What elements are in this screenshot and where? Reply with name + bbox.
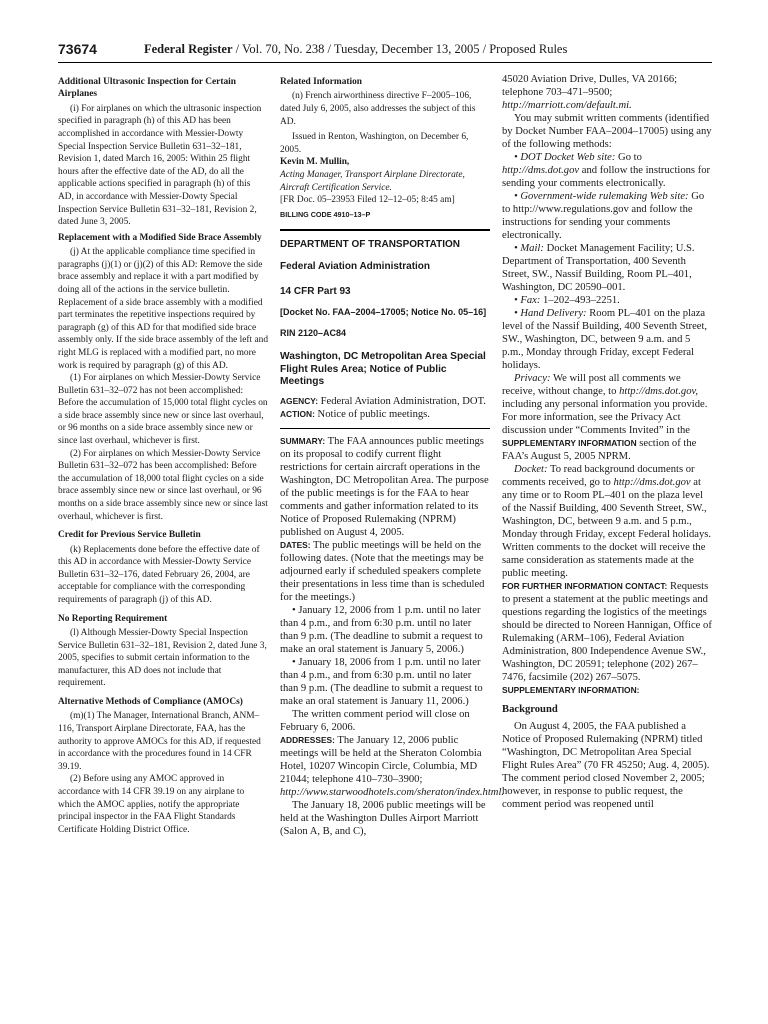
page-header [58,40,712,63]
paragraph-k: (k) Replacements done before the effective date of this AD in accordance with Messier-Dowty Service Bulletin 631–32–176, dated February 26, 2004, are acceptable for compliance with the corresponding requirements of paragraph (j) of this AD. [58,544,260,605]
docket-link[interactable]: http://dms.dot.gov [613,477,691,488]
column-1 [58,73,268,836]
agency-label: AGENCY: [280,395,318,406]
document-title: Washington, DC Metropolitan Area Special Flight Rules Area; Notice of Public Meetings [280,351,486,388]
rin-heading: RIN 2120–AC84 [280,327,347,338]
page-number: 73674 [58,41,97,57]
privacy-text: We will post all comments we receive, without change, to [502,373,681,397]
heading-no-reporting: No Reporting Requirement [58,613,168,624]
heading-ultrasonic: Additional Ultrasonic Inspection for Certain Airplanes [58,77,236,100]
dot-docket-text-2: and follow the instructions for sending your comments electronically. [502,165,711,189]
hand-delivery-text: Room PL–401 on the plaza level of the Nassif Building, 400 Seventh Street, SW., Washington, DC, between 9 a.m. and 5 p.m., Monday through Friday, except Federal holidays. [502,308,708,371]
paragraph-m1: (m)(1) The Manager, International Branch, ANM–116, Transport Airplane Directorate, FAA, has the authority to approve AMOCs for this AD, if requested in accordance with the procedures found in 14 CFR 39.19. [58,711,261,772]
department-heading: DEPARTMENT OF TRANSPORTATION [280,239,460,251]
summary-label: SUMMARY: [280,435,326,446]
section-divider [280,229,490,231]
fr-doc-line: [FR Doc. 05–23953 Filed 12–12–05; 8:45 am] [280,195,455,206]
marriott-link[interactable]: http://marriott.com/default.mi. [502,100,632,111]
paragraph-j1: (1) For airplanes on which Messier-Dowty Service Bulletin 631–32–072 has not been accomplished: Before the accumulation of 15,000 total flight cycles on a side brace assembly since new or since last overhaul, or 96 months on a side brace assembly since new or since last overhaul, whichever is first. [58,373,268,447]
preamble [280,395,505,838]
privacy-text-3: section of the FAA’s August 5, 2005 NPRM. [502,438,697,462]
column-3 [502,73,712,811]
heading-credit: Credit for Previous Service Bulletin [58,530,201,541]
background-text: On August 4, 2005, the FAA published a Notice of Proposed Rulemaking (NPRM) titled “Washington, DC Metropolitan Area Special Flight Rules Area” (70 FR 45250; Aug. 4, 2005). The comment period closed November 2, 2005; however, in response to public request, the comment period was reopened until [502,721,710,810]
dates-label: DATES: [280,539,311,550]
heading-replacement: Replacement with a Modified Side Brace Assembly [58,232,262,243]
further-info-text: Requests to present a statement at the public meetings and questions regarding the logistics of the meetings should be directed to Noreen Hannigan, Office of Rulemaking (ARM–106), Federal Aviation Administration, 800 Independence Avenue SW., Washington, DC 20591; telephone (202) 267–7476, facsimile (202) 267–5075. [502,581,712,683]
hand-delivery-label: • Hand Delivery: [514,308,587,319]
paragraph-l: (l) Although Messier-Dowty Special Inspection Service Bulletin 631–32–181, Revision 2, dated June 3, 2005, specifies to submit certain information to the manufacturer, this AD does not include that requirement. [58,628,267,689]
docket-label: Docket: [514,464,548,475]
background-heading: Background [502,704,558,715]
address-continued: 45020 Aviation Drive, Dulles, VA 20166; telephone 703–471–9500; [502,74,678,98]
running-head [144,42,567,57]
privacy-label: Privacy: [514,373,551,384]
issue-details: / Vol. 70, No. 238 / Tuesday, December 13, 2005 / Proposed Rules [232,42,568,56]
gov-rulemaking-text: Go to [502,191,705,215]
addresses-label: ADDRESSES: [280,734,335,745]
addresses-text: The January 12, 2006 public meetings will be held at the Sheraton Colombia Hotel, 10207 Wincopin Circle, Columbia, MD 21044; telephone 410–730–3900; [280,734,482,785]
dot-docket-link[interactable]: http://dms.dot.gov [502,165,580,176]
comment-period: The written comment period will close on February 6, 2006. [280,708,470,733]
docket-text: To read background documents or comments received, go to [502,464,695,488]
sheraton-link[interactable]: http://www.starwoodhotels.com/sheraton/index.html. [280,786,505,798]
heading-related: Related Information [280,77,363,87]
signer-name: Kevin M. Mullin, [280,157,350,168]
further-info-label: FOR FURTHER INFORMATION CONTACT: [502,581,668,591]
paragraph-j2: (2) For airplanes on which Messier-Dowty Service Bulletin 631–32–072 has been accomplished: Before the accumulation of 18,000 total flight cycles on a side brace assembly since new or since last overhaul, or 96 months on a side brace assembly since new or since last overhaul, whichever is first. [58,448,268,522]
paragraph-i: (i) For airplanes on which the ultrasonic inspection specified in paragraph (h) of this AD has been accomplished in accordance with Messier-Dowty Special Inspection Service Bulletin 631–32–181, Revision 1, dated March 16, 2005: Within 25 flight hours after the effective date of the AD, do all the applicable actions specified in paragraph (h) of this AD, in accordance with Messier-Dowty Special Inspection Service Bulletin 631–32–181, Revision 2, dated June 3, 2005. [58,103,262,228]
bullet-jan12: • January 12, 2006 from 1 p.m. until no later than 4 p.m., and from 6:30 p.m. until no later than 9 p.m. (The deadline to submit a request to make an oral statement is January 5, 2006.) [280,604,483,655]
privacy-text-2: including any personal information you provide. For more information, see the Privacy Act discussion under “Comments Invited” in the [502,399,708,436]
docket-heading: [Docket No. FAA–2004–17005; Notice No. 05–16] [280,307,487,318]
supplementary-label: SUPPLEMENTARY INFORMATION: [502,685,640,695]
privacy-link[interactable]: http://dms.dot.gov, [619,386,699,397]
dates-text: The public meetings will be held on the following dates. (Note that the meetings may be adjourned early if scheduled speakers complete their presentations in less time than is scheduled for the meetings.) [280,539,485,603]
gov-rulemaking-label: • Government-wide rulemaking Web site: [514,191,689,202]
privacy-supp-ref: SUPPLEMENTARY INFORMATION [502,438,637,448]
submit-intro: You may submit written comments (identified by Docket Number FAA–2004–17005) using any of the following methods: [502,113,712,150]
summary-text: The FAA announces public meetings on its proposal to codify current flight restrictions for certain aircraft operations in the Washington, DC Metropolitan Area. The purpose of the public meetings is for the FAA to hear comments and gather information related to its Notice of Proposed Rulemaking (NPRM) published on August 4, 2005. [280,435,489,538]
dot-docket-label: • DOT Docket Web site: [514,152,616,163]
heading-amocs: Alternative Methods of Compliance (AMOCs) [58,696,243,707]
jan18-location: The January 18, 2006 public meetings will be held at the Washington Dulles Airport Marriott (Salon A, B, and C), [280,799,486,837]
preamble-divider [280,428,490,429]
fax-label: • Fax: [514,295,541,306]
gov-rulemaking-text-2: and follow the instructions for sending your comments electronically. [502,204,693,241]
column-2 [280,73,505,838]
mail-text: Docket Management Facility; U.S. Department of Transportation, 400 Seventh Street, SW., Nassif Building, Room PL–401, Washington, DC 20590–001. [502,243,695,293]
cfr-heading: 14 CFR Part 93 [280,285,351,297]
publication-name: Federal Register [144,42,233,56]
regulations-link[interactable]: http://www.regulations.gov [512,204,629,215]
mail-label: • Mail: [514,243,544,254]
agency-text: Federal Aviation Administration, DOT. [320,395,486,407]
bullet-jan18: • January 18, 2006 from 1 p.m. until no later than 4 p.m., and from 6:30 p.m. until no later than 9 p.m. (The deadline to submit a request to make an oral statement is January 11, 2006.) [280,656,483,707]
action-text: Notice of public meetings. [317,408,430,420]
billing-code: BILLING CODE 4910–13–P [280,209,371,219]
agency-heading: Federal Aviation Administration [280,260,431,272]
dot-docket-text: Go to [618,152,642,163]
paragraph-n: (n) French airworthiness directive F–2005–106, dated July 6, 2005, also addresses the subject of this AD. [280,91,476,127]
paragraph-j: (j) At the applicable compliance time specified in paragraphs (j)(1) or (j)(2) of this AD: Remove the side brace assembly and replace it with a part modified by doing all of the actions in the service bulletin. Replacement of a side brace assembly with a modified part terminates the repetitive inspections required by paragraph (g) of this AD for that modified side brace assembly only. If the side brace assembly of the left and right MLG is replaced with a modified part, no more work is required by paragraph (g) of this AD. [58,247,269,371]
paragraph-m2: (2) Before using any AMOC approved in accordance with 14 CFR 39.19 on any airplane to which the AMOC applies, notify the appropriate principal inspector in the FAA Flight Standards Certificate Holding District Office. [58,774,245,835]
signer-title: Acting Manager, Transport Airplane Directorate, Aircraft Certification Service. [280,169,465,193]
issued-line: Issued in Renton, Washington, on December 6, 2005. [280,132,469,155]
fax-text: 1–202–493–2251. [543,295,620,306]
docket-text-2: at any time or to Room PL–401 on the plaza level of the Nassif Building, 400 Seventh Street, SW., Washington, DC, between 9 a.m. and 5 p.m., Monday through Friday, except Federal holidays. Written comments to the docket will receive the same consideration as statements made at the public meeting. [502,477,712,579]
action-label: ACTION: [280,408,315,419]
